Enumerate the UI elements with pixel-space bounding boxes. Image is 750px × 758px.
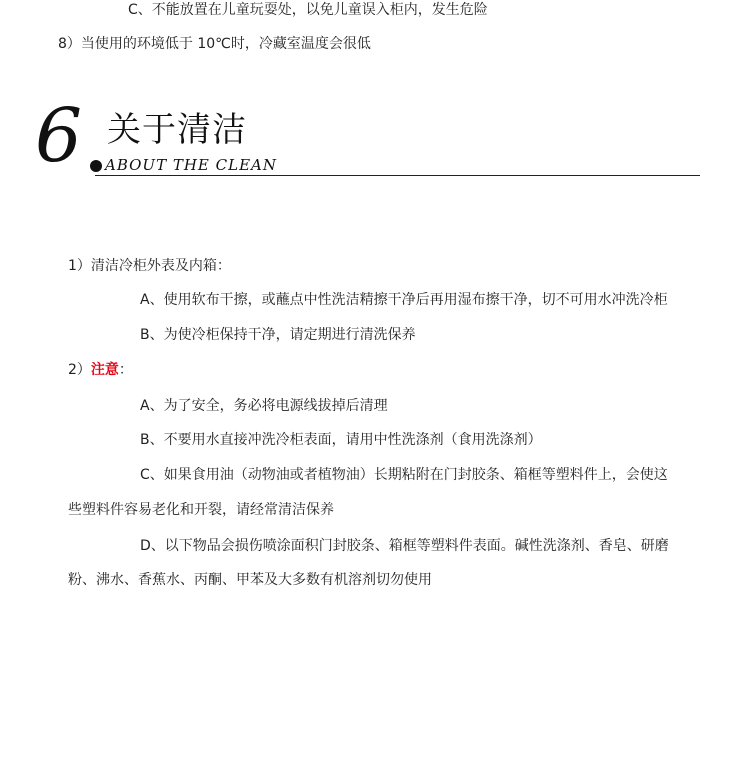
section-title-en: ABOUT THE CLEAN [105, 156, 277, 174]
clean-item-1a: A、使用软布干擦，或蘸点中性洗洁精擦干净后再用湿布擦干净，切不可用水冲洗冷柜 [140, 292, 668, 308]
section-divider [95, 175, 700, 176]
section-header [35, 93, 700, 180]
clean-heading-2 [68, 360, 133, 380]
clean-item-2d-line2: 粉、沸水、香蕉水、丙酮、甲苯及大多数有机溶剂切勿使用 [68, 572, 432, 588]
prev-item-c: C、不能放置在儿童玩耍处，以免儿童误入柜内，发生危险 [128, 2, 488, 18]
clean-heading-1: 1）清洁冷柜外表及内箱： [68, 258, 231, 274]
section-number-dot [90, 160, 102, 172]
heading-2-suffix: ： [118, 362, 133, 378]
section-number: 6 [35, 93, 83, 179]
section-title-zh: 关于清洁 [107, 110, 247, 150]
clean-item-2c-line2: 些塑料件容易老化和开裂，请经常清洁保养 [68, 502, 334, 518]
note-label: 注意 [90, 362, 119, 378]
heading-2-prefix: 2） [68, 362, 91, 378]
clean-item-2a: A、为了安全，务必将电源线拔掉后清理 [140, 398, 388, 414]
clean-item-2c-line1: C、如果食用油（动物油或者植物油）长期粘附在门封胶条、箱框等塑料件上，会使这 [140, 467, 668, 483]
prev-item-8: 8）当使用的环境低于 10℃时，冷藏室温度会很低 [58, 36, 371, 52]
clean-item-2b: B、不要用水直接冲洗冷柜表面，请用中性洗涤剂（食用洗涤剂） [140, 432, 542, 448]
clean-item-1b: B、为使冷柜保持干净，请定期进行清洗保养 [140, 327, 416, 343]
clean-item-2d-line1: D、以下物品会损伤喷涂面积门封胶条、箱框等塑料件表面。碱性洗涤剂、香皂、研磨 [140, 538, 669, 554]
